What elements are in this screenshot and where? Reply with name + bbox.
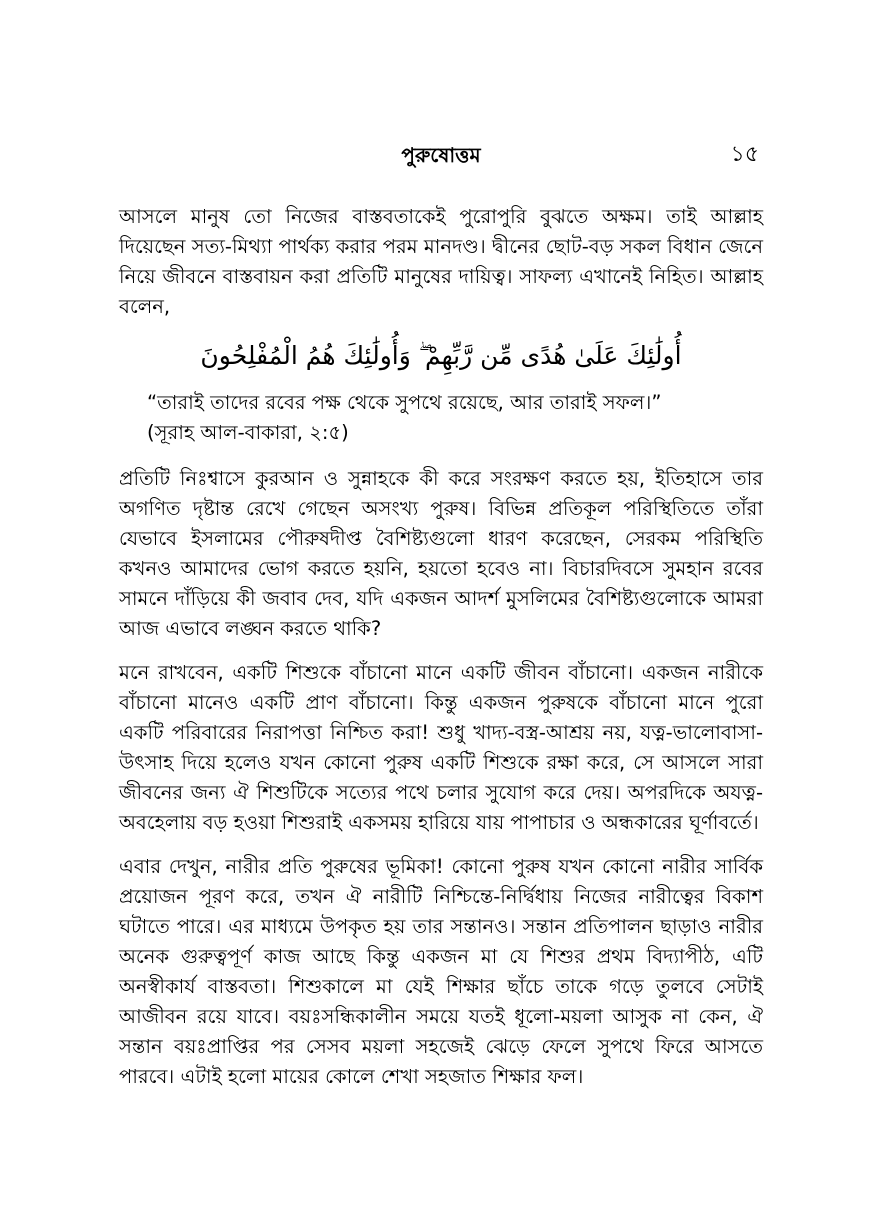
running-title: পুরুষোত্তম <box>401 143 481 167</box>
running-header <box>119 140 763 176</box>
quran-verse-arabic: أُولَٰئِكَ عَلَىٰ هُدًى مِّن رَّبِّهِمْ ۖ وَأُولَٰئِكَ هُمُ الْمُفْلِحُونَ <box>200 341 682 370</box>
paragraph-role-of-men: এবার দেখুন, নারীর প্রতি পুরুষের ভূমিকা! কোনো পুরুষ যখন কোনো নারীর সার্বিক প্রয়োজন পূরণ করে, তখন ঐ নারীটি নিশ্চিন্তে-নির্দ্বিধায় নিজের নারীত্বের বিকাশ ঘটাতে পারে। এর মাধ্যমে উপকৃত হয় তার সন্তানও। সন্তান প্রতিপালন ছাড়াও নারীর অনেক গুরুত্বপূর্ণ কাজ আছে কিন্তু একজন মা যে শিশুর প্রথম বিদ্যাপীঠ, এটি অনস্বীকার্য বাস্তবতা। শিশুকালে মা যেই শিক্ষার ছাঁচে তাকে গড়ে তুলবে সেটাই আজীবন রয়ে যাবে। বয়ঃসন্ধিকালীন সময়ে যতই ধূলো-ময়লা আসুক না কেন, ঐ সন্তান বয়ঃপ্রাপ্তির পর সেসব ময়লা সহজেই ঝেড়ে ফেলে সুপথে ফিরে আসতে পারবে। এটাই হলো মায়ের কোলে শেখা সহজাত শিক্ষার ফল। <box>119 855 763 1088</box>
book-page <box>119 140 763 1092</box>
verse-translation: “তারাই তাদের রবের পক্ষ থেকে সুপথে রয়েছে, আর তারাই সফল।” <box>147 391 662 414</box>
paragraph-history: প্রতিটি নিঃশ্বাসে কুরআন ও সুন্নাহকে কী করে সংরক্ষণ করতে হয়, ইতিহাসে তার অগণিত দৃষ্টান্ত রেখে গেছেন অসংখ্য পুরুষ। বিভিন্ন প্রতিকূল পরিস্থিতিতে তাঁরা যেভাবে ইসলামের পৌরুষদীপ্ত বৈশিষ্ট্যগুলো ধারণ করেছেন, সেরকম পরিস্থিতি কখনও আমাদের ভোগ করতে হয়নি, হয়তো হবেও না। বিচারদিবসে সুমহান রবের সামনে দাঁড়িয়ে কী জবাব দেব, যদি একজন আদর্শ মুসলিমের বৈশিষ্ট্যগুলোকে আমরা আজ এভাবে লঙ্ঘন করতে থাকি? <box>119 467 763 640</box>
paragraph-intro: আসলে মানুষ তো নিজের বাস্তবতাকেই পুরোপুরি বুঝতে অক্ষম। তাই আল্লাহ দিয়েছেন সত্য-মিথ্যা পার্থক্য করার পরম মানদণ্ড। দ্বীনের ছোট-বড় সকল বিধান জেনে নিয়ে জীবনে বাস্তবায়ন করা প্রতিটি মানুষের দায়িত্ব। সাফল্য এখানেই নিহিত। আল্লাহ বলেন, <box>119 205 763 318</box>
verse-translation-block <box>147 388 763 448</box>
paragraph-saving-child: মনে রাখবেন, একটি শিশুকে বাঁচানো মানে একটি জীবন বাঁচানো। একজন নারীকে বাঁচানো মানেও একটি প্রাণ বাঁচানো। কিন্তু একজন পুরুষকে বাঁচানো মানে পুরো একটি পরিবারের নিরাপত্তা নিশ্চিত করা! শুধু খাদ্য-বস্ত্র-আশ্রয় নয়, যত্ন-ভালোবাসা-উৎসাহ দিয়ে হলেও যখন কোনো পুরুষ একটি শিশুকে রক্ষা করে, সে আসলে সারা জীবনের জন্য ঐ শিশুটিকে সত্যের পথে চলার সুযোগ করে দেয়। অপরদিকে অযত্ন-অবহেলায় বড় হওয়া শিশুরাই একসময় হারিয়ে যায় পাপাচার ও অন্ধকারের ঘূর্ণাবর্তে। <box>119 661 763 834</box>
verse-reference: (সূরাহ আল-বাকারা, ২:৫) <box>147 421 349 444</box>
page-number: ১৫ <box>730 142 759 167</box>
